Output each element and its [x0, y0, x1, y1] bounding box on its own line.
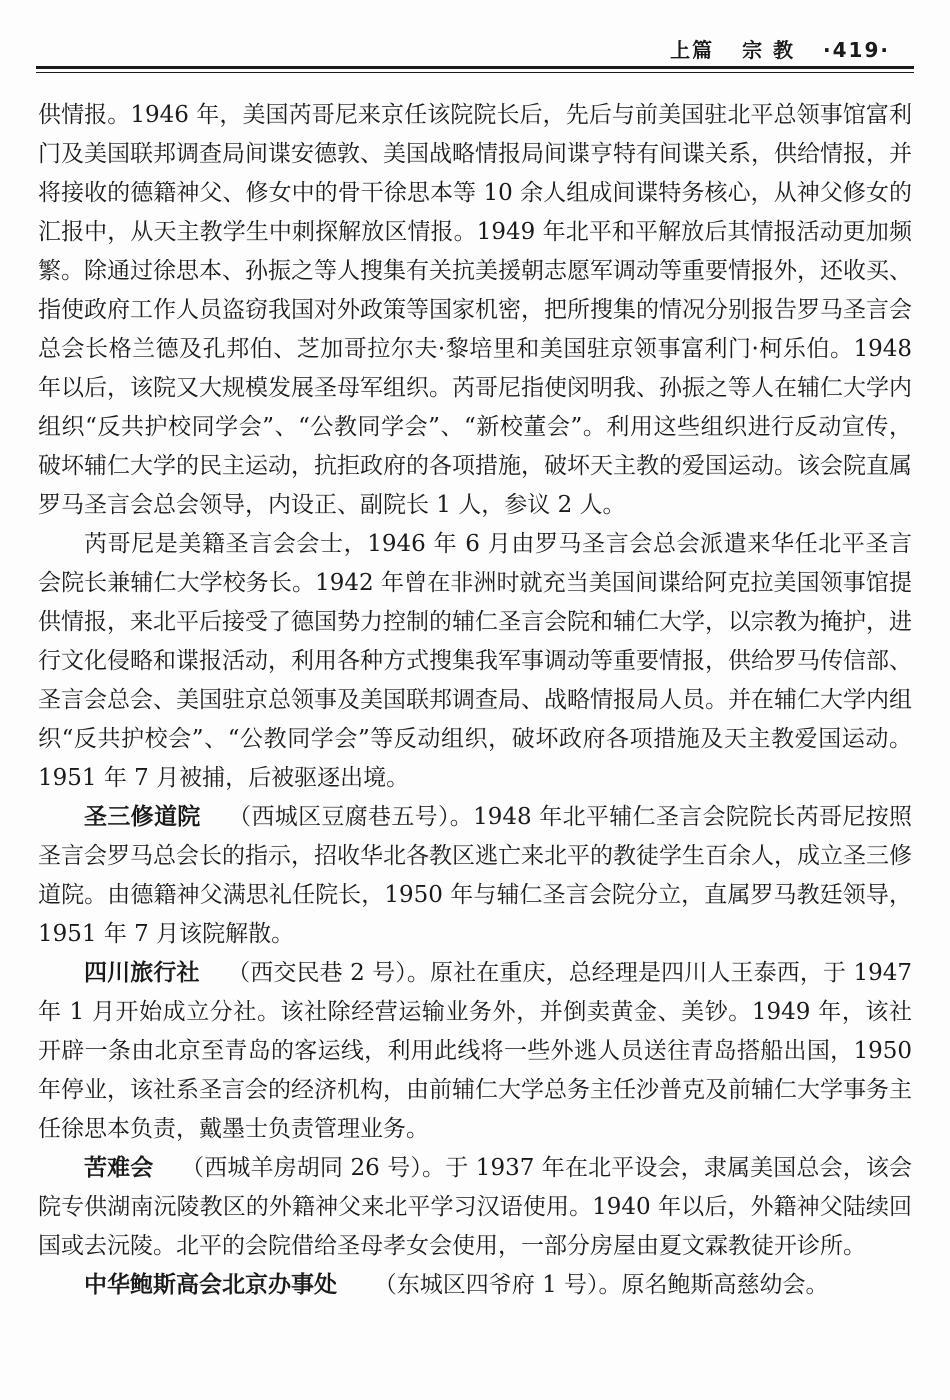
entry-text: （西城羊房胡同 26 号）。于 1937 年在北平设会，隶属美国总会，该会院专供湖南沅陵教区的外籍神父来北平学习汉语使用。1940 年以后，外籍神父陆续回国或去沅陵。北平的会院借给圣母孝女会使用，一部分房屋由夏文霖教徒开诊所。: [38, 1155, 913, 1259]
header-rule-thick: [36, 66, 914, 69]
entry-title: 圣三修道院: [84, 804, 201, 830]
section-label: 上篇: [670, 38, 715, 62]
chapter-label: 宗 教: [742, 38, 796, 62]
body-text: [38, 96, 912, 1305]
entry-salesian-beijing-office: [38, 1266, 912, 1305]
entry-sheng-san-seminary: [38, 798, 912, 954]
page-number: ·419·: [823, 38, 890, 62]
entry-title: 苦难会: [84, 1155, 154, 1181]
entry-text: （西交民巷 2 号）。原社在重庆，总经理是四川人王泰西，于 1947 年 1 月开始成立分社。该社除经营运输业务外，并倒卖黄金、美钞。1949 年，该社开辟一条由北京至青岛的客运线，利用此线将一些外逃人员送往青岛搭船出国，1950 年停业，该社系圣言会的经济机构，由前辅仁大学总务主任沙普克及前辅仁大学事务主任徐思本负责，戴墨士负责管理业务。: [38, 960, 912, 1142]
paragraph-continued: 供情报。1946 年，美国芮哥尼来京任该院院长后，先后与前美国驻北平总领事馆富利门及美国联邦调查局间谍安德敦、美国战略情报局间谍亨特有间谍关系，供给情报，并将接收的德籍神父、修女中的骨干徐思本等 10 余人组成间谍特务核心，从神父修女的汇报中，从天主教学生中刺探解放区情报。1949 年北平和平解放后其情报活动更加频繁。除通过徐思本、孙振之等人搜集有关抗美援朝志愿军调动等重要情报外，还收买、指使政府工作人员盗窃我国对外政策等国家机密，把所搜集的情况分别报告罗马圣言会总会长格兰德及孔邦伯、芝加哥拉尔夫·黎培里和美国驻京领事富利门·柯乐伯。1948 年以后，该院又大规模发展圣母军组织。芮哥尼指使闵明我、孙振之等人在辅仁大学内组织“反共护校同学会”、“公教同学会”、“新校董会”。利用这些组织进行反动宣传，破坏辅仁大学的民主运动，抗拒政府的各项措施，破坏天主教的爱国运动。该会院直属罗马圣言会总会领导，内设正、副院长 1 人，参议 2 人。: [38, 102, 912, 518]
entry-title: 四川旅行社: [84, 960, 200, 986]
entry-text: （东城区四爷府 1 号）。原名鲍斯高慈幼会。: [373, 1272, 829, 1298]
paragraph-biography: 芮哥尼是美籍圣言会会士，1946 年 6 月由罗马圣言会总会派遣来华任北平圣言会院长兼辅仁大学校务长。1942 年曾在非洲时就充当美国间谍给阿克拉美国领事馆提供情报，来北平后接受了德国势力控制的辅仁圣言会院和辅仁大学，以宗教为掩护，进行文化侵略和谍报活动，利用各种方式搜集我军事调动等重要情报，供给罗马传信部、圣言会总会、美国驻京总领事及美国联邦调查局、战略情报局人员。并在辅仁大学内组织“反共护校会”、“公教同学会”等反动组织，破坏政府各项措施及天主教爱国运动。1951 年 7 月被捕，后被驱逐出境。: [38, 531, 912, 791]
entry-text: （西城区豆腐巷五号）。1948 年北平辅仁圣言会院院长芮哥尼按照圣言会罗马总会长的指示，招收华北各教区逃亡来北平的教徒学生百余人，成立圣三修道院。由德籍神父满思礼任院长，1950 年与辅仁圣言会院分立，直属罗马教廷领导，1951 年 7 月该院解散。: [38, 804, 912, 947]
entry-passionists: [38, 1149, 912, 1266]
entry-sichuan-travel-agency: [38, 954, 912, 1149]
running-head: [670, 34, 890, 63]
header-rule-thin: [36, 72, 914, 73]
entry-title: 中华鲍斯高会北京办事处: [84, 1272, 337, 1298]
